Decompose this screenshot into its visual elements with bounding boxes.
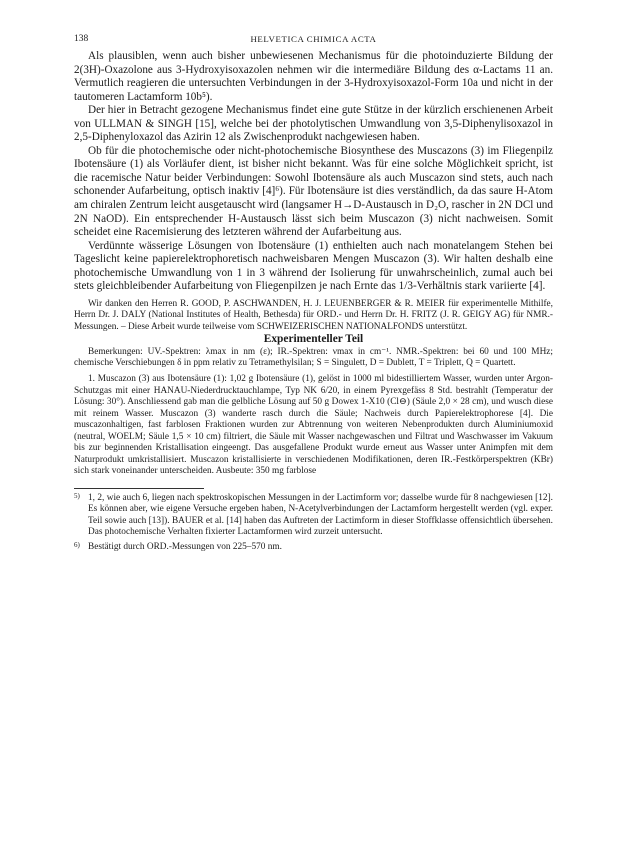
procedure: 1. Muscazon (3) aus Ibotensäure (1): 1,02 g Ibotensäure (1), gelöst in 1000 ml bidestilliertem Wasser, wurden unter Argon-Schutzgas mit einer HANAU-Niederdrucktauchlampe, Typ NK 6/20, in einem Pyrexgefäss 8 Std. bestrahlt (Temperatur der Lösung: 30°). Anschliessend gab man die gelbliche Lösung auf 50 g Dowex 1-X10 (Cl⊖) (Säule 2,0 × 28 cm), und wusch diese mit reinem Wasser. Muscazon (3) wanderte rasch durch die Säule; Nachweis durch Papierelektrophorese [4]. Die muscazonhaltigen, fast farblosen Fraktionen wurden zur Abtrennung von weiteren Nebenprodukten durch Aluminiumoxid (neutral, WOELM; Säule 1,5 × 10 cm) filtriert, die Säule mit Wasser nachgewaschen und Filtrat und Waschwasser im Vakuum bis zur beginnenden Kristallisation eingeengt. Das ausgefallene Produkt wurde erneut aus Wasser unter Animpfen mit dem Naturprodukt umkristallisiert. Muscazon kristallisierte in verschiedenen Modifikationen, deren IR.-Festkörperspektren (KBr) sich stark voneinander unterscheiden. Ausbeute: 350 mg farblose <box>74 373 553 477</box>
footnote-mark: 5) <box>74 491 80 500</box>
running-header <box>74 34 553 50</box>
remarks: Bemerkungen: UV.-Spektren: λmax in nm (ε); IR.-Spektren: νmax in cm⁻¹. NMR.-Spektren: bei 60 und 100 MHz; chemische Verschiebungen δ in ppm relativ zu Tetramethylsilan; S = Singulett, D = Dublett, T = Triplett, Q = Quartett. <box>74 346 553 369</box>
paragraph: Der hier in Betracht gezogene Mechanismus findet eine gute Stütze in der kürzlich erschienenen Arbeit von ULLMAN & SINGH [15], welche bei der photolytischen Umwandlung von 3,5-Diphenylisoxazol in 2,5-Diphenyloxazol das Azirin 12 als Zwischenprodukt nachgewiesen haben. <box>74 104 553 144</box>
footnote-mark: 6) <box>74 541 80 550</box>
footnote-divider <box>74 488 204 489</box>
paragraph: Verdünnte wässerige Lösungen von Ibotensäure (1) enthielten auch nach monatelangem Stehen bei Tageslicht keine papierelektrophoretisch nachweisbaren Mengen Muscazon (3). Wir halten deshalb eine photochemische Umwandlung von 1 in 3 während der Isolierung für unwahrscheinlich, zumal auch bei stets gleichbleibender Aufarbeitung von Fliegenpilzen je nach Ernte das 1/3-Verhältnis stark variierte [4]. <box>74 239 553 293</box>
footnote <box>74 493 553 538</box>
page-number: 138 <box>74 34 89 44</box>
footnote-text: 1, 2, wie auch 6, liegen nach spektroskopischen Messungen in der Lactimform vor; dasselbe wurde für 8 nachgewiesen [12]. Es können aber, wie eigene Versuche ergeben haben, N-Acetylverbindungen der Lactamform hergestellt werden (vgl. exper. Teil sowie auch [13]). BAUER et al. [14] haben das Auftreten der Lactimform in dieser Stoffklasse offensichtlich übersehen. Das photochemische Verhalten fixierter Lactamformen wird zurzeit untersucht. <box>88 492 553 537</box>
article-body <box>74 50 553 553</box>
footnote-text: Bestätigt durch ORD.-Messungen von 225–570 nm. <box>88 542 282 553</box>
acknowledgment: Wir danken den Herren R. GOOD, P. ASCHWANDEN, H. J. LEUENBERGER & R. MEIER für experimentelle Mithilfe, Herrn Dr. J. DALY (National Institutes of Health, Bethesda) für ORD.- und Herrn Dr. H. FRITZ (J. R. GEIGY AG) für NMR.-Messungen. – Diese Arbeit wurde teilweise vom SCHWEIZERISCHEN NATIONALFONDS unterstützt. <box>74 298 553 332</box>
footnote <box>74 542 553 553</box>
page <box>74 34 553 553</box>
journal-title: HELVETICA CHIMICA ACTA <box>250 34 377 44</box>
paragraph: Ob für die photochemische oder nicht-photochemische Biosynthese des Muscazons (3) im Fliegenpilz Ibotensäure (1) als Vorläufer dient, ist bisher nicht bekannt. Was für eine solche Möglichkeit spricht, ist die racemische Natur beider Verbindungen: Sowohl Ibotensäure als auch Muscazon sind stets, auch nach schonender Aufarbeitung, optisch inaktiv [4]⁶). Für Ibotensäure ist dies verständlich, da das saure H-Atom am chiralen Zentrum leicht ausgetauscht wird (langsamer H→D-Austausch in D₂O, rascher in 2N DCl und 2N NaOD). Ein entsprechender H-Austausch lässt sich beim Muscazon (3) nicht nachweisen. Somit scheidet eine Racemisierung des letzteren während der Aufarbeitung aus. <box>74 144 553 239</box>
section-title: Experimenteller Teil <box>263 333 364 346</box>
paragraph: Als plausiblen, wenn auch bisher unbewiesenen Mechanismus für die photoinduzierte Bildung der 2(3H)-Oxazolone aus 3-Hydroxyisoxazolen nehmen wir die intermediäre Bildung des α-Lactams 11 an. Vermutlich reagieren die untersuchten Verbindungen in der 3-Hydroxyisoxazol-Form 10a und nicht in der tautomeren Lactamform 10b⁵). <box>74 50 553 103</box>
